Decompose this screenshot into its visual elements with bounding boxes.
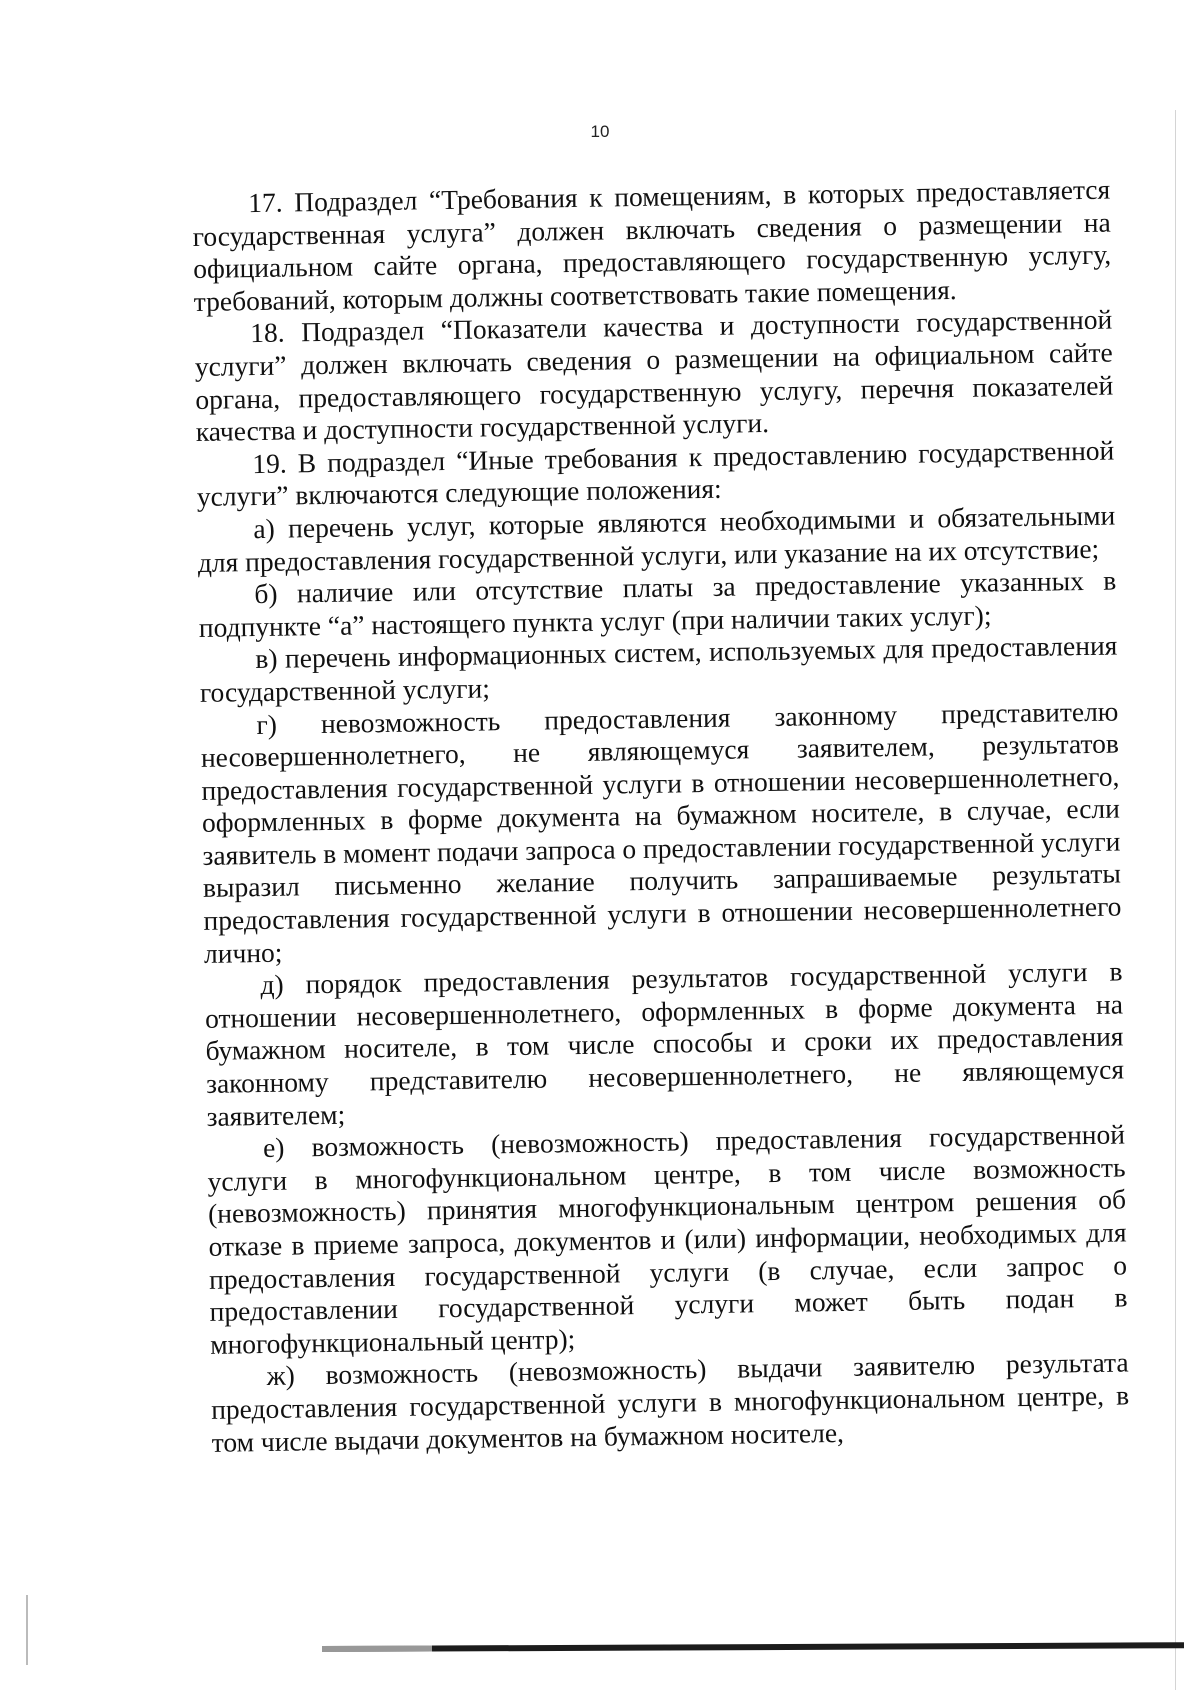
subitem-d: д) порядок предоставления результатов государственной услуги в отношении несовершеннолетнего, оформленных в форме документа на бумажном носителе, в том числе способы и сроки их предоставления законному представителю несовершеннолетнего, не являющемуся заявителем; — [204, 955, 1125, 1132]
paragraph-19: 19. В подраздел “Иные требования к предоставлению государственной услуги” включаются следующие положения: — [196, 434, 1115, 513]
subitem-e: е) возможность (невозможность) предоставления государственной услуги в многофункциональном центре, в том числе возможность (невозможность) принятия многофункциональным центром решения об отказе в приеме запроса, документов и (или) информации, необходимых для предоставления государственной услуги (в случае, если запрос о предоставлении государственной услуги может быть подан в многофункциональный центр); — [207, 1118, 1128, 1360]
subitem-v: в) перечень информационных систем, используемых для предоставления государственной услуги; — [199, 629, 1118, 708]
scan-bottom-bar — [322, 1642, 1184, 1652]
paragraph-18: 18. Подраздел “Показатели качества и доступности государственной услуги” должен включать сведения о размещении на официальном сайте органа, предоставляющего государственную услугу, перечня показателей качества и доступности государственной услуги. — [194, 303, 1114, 448]
subitem-b: б) наличие или отсутствие платы за предоставление указанных в подпункте “а” настоящего пункта услуг (при наличии таких услуг); — [198, 564, 1117, 643]
scan-edge-line — [1175, 110, 1176, 1690]
subitem-zh: ж) возможность (невозможность) выдачи заявителю результата предоставления государственной услуги в многофункциональном центре, в том числе выдачи документов на бумажном носителе, — [210, 1346, 1130, 1458]
document-body — [192, 174, 1130, 1459]
scan-edge-mark — [26, 1595, 28, 1665]
subitem-a: а) перечень услуг, которые являются необходимыми и обязательными для предоставления государственной услуги, или указание на их отсутствие; — [197, 499, 1116, 578]
paragraph-17: 17. Подраздел “Требования к помещениям, в которых предоставляется государственная услуга” должен включать сведения о размещении на официальном сайте органа, предоставляющего государственную услугу, требований, которым должны соответствовать такие помещения. — [192, 173, 1112, 317]
subitem-g: г) невозможность предоставления законному представителю несовершеннолетнего, не являющемуся заявителем, результатов предоставления государственной услуги в отношении несовершеннолетнего, оформленных в форме документа на бумажном носителе, в случае, если заявитель в момент подачи запроса о предоставлении государственной услуги выразил письменно желание получить запрашиваемые результаты предоставления государственной услуги в отношении несовершеннолетнего лично; — [200, 695, 1122, 969]
page-number: 10 — [590, 122, 610, 141]
